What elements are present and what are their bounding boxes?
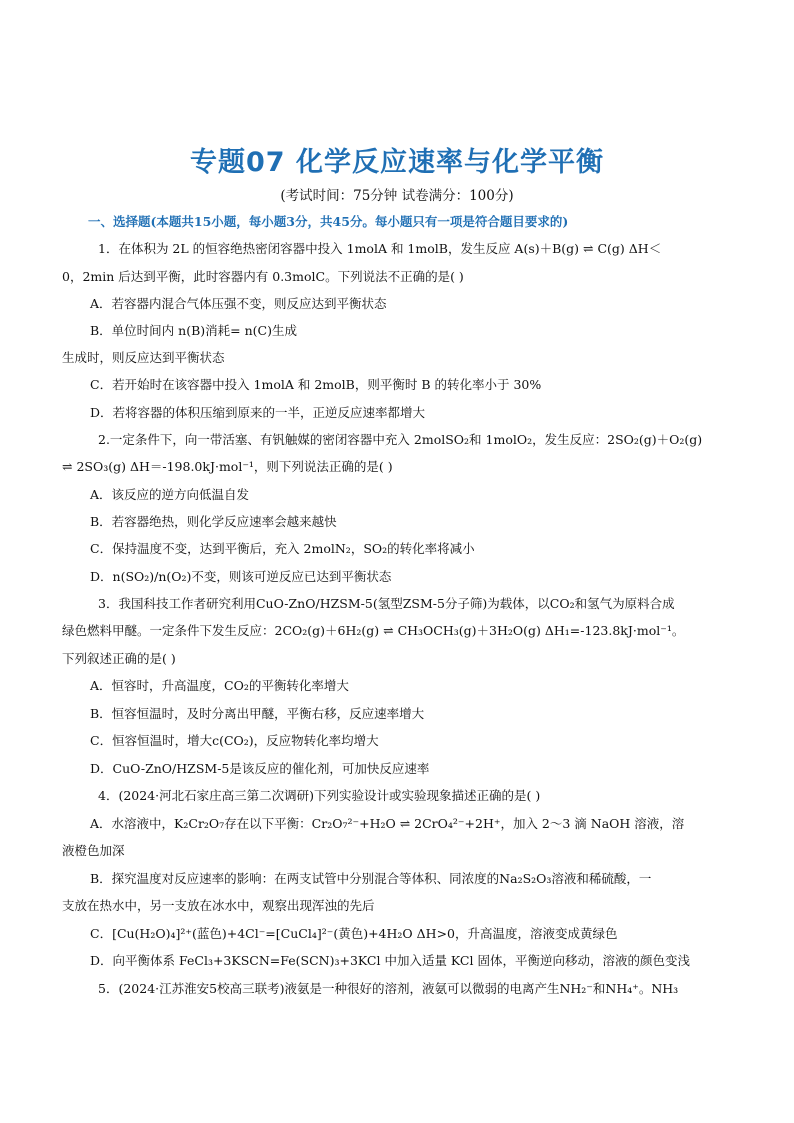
question-line: 1．在体积为 2L 的恒容绝热密闭容器中投入 1molA 和 1molB，发生反应 A(s)＋B(g) ⇌ C(g) ΔH＜ — [98, 241, 662, 256]
question-line: 绿色燃料甲醚。一定条件下发生反应：2CO₂(g)＋6H₂(g) ⇌ CH₃OCH₃(g)＋3H₂O(g) ΔH₁=-123.8kJ·mol⁻¹。 — [62, 623, 685, 638]
option-line: D．n(SO₂)/n(O₂)不变，则该可逆反应已达到平衡状态 — [90, 569, 392, 584]
question-line: 0，2min 后达到平衡，此时容器内有 0.3molC。下列说法不正确的是( ) — [62, 269, 464, 284]
option-line: C．[Cu(H₂O)₄]²⁺(蓝色)+4Cl⁻=[CuCl₄]²⁻(黄色)+4H₂O ΔH>0，升高温度，溶液变成黄绿色 — [90, 926, 618, 941]
question-line: 3．我国科技工作者研究利用CuO-ZnO/HZSM-5(氢型ZSM-5分子筛)为载体，以CO₂和氢气为原料合成 — [98, 596, 675, 611]
option-line: A．水溶液中，K₂Cr₂O₇存在以下平衡：Cr₂O₇²⁻+H₂O ⇌ 2CrO₄²⁻+2H⁺，加入 2～3 滴 NaOH 溶液，溶 — [90, 816, 685, 831]
option-line: B．若容器绝热，则化学反应速率会越来越快 — [90, 514, 337, 529]
option-line: A．恒容时，升高温度，CO₂的平衡转化率增大 — [90, 678, 349, 693]
option-line: 支放在热水中，另一支放在冰水中，观察出现浑浊的先后 — [62, 898, 375, 913]
option-line: C．若开始时在该容器中投入 1molA 和 2molB，则平衡时 B 的转化率小于 30% — [90, 377, 542, 392]
option-line: D．向平衡体系 FeCl₃+3KSCN=Fe(SCN)₃+3KCl 中加入适量 KCl 固体，平衡逆向移动，溶液的颜色变浅 — [90, 953, 690, 968]
option-line: A．若容器内混合气体压强不变，则反应达到平衡状态 — [90, 296, 387, 311]
option-line: C．保持温度不变，达到平衡后，充入 2molN₂，SO₂的转化率将减小 — [90, 541, 475, 556]
question-line: 4．(2024·河北石家庄高三第二次调研)下列实验设计或实验现象描述正确的是( ) — [98, 788, 541, 803]
option-line: C．恒容恒温时，增大c(CO₂)，反应物转化率均增大 — [90, 733, 379, 748]
option-line: B．恒容恒温时，及时分离出甲醚，平衡右移，反应速率增大 — [90, 706, 425, 721]
section-heading: 一、选择题(本题共15小题，每小题3分，共45分。每小题只有一项是符合题目要求的) — [88, 214, 569, 229]
option-line: 生成时，则反应达到平衡状态 — [62, 350, 225, 365]
option-line: 液橙色加深 — [62, 843, 125, 858]
question-line: ⇌ 2SO₃(g) ΔH＝-198.0kJ·mol⁻¹，则下列说法正确的是( ) — [62, 459, 393, 474]
question-line: 2.一定条件下，向一带活塞、有钒触媒的密闭容器中充入 2molSO₂和 1molO₂，发生反应：2SO₂(g)＋O₂(g) — [98, 432, 703, 447]
option-line: A．该反应的逆方向低温自发 — [90, 487, 250, 502]
option-line: D．若将容器的体积压缩到原来的一半，正逆反应速率都增大 — [90, 405, 426, 420]
question-line: 下列叙述正确的是( ) — [62, 651, 176, 666]
exam-info: (考试时间：75分钟 试卷满分：100分) — [280, 188, 514, 204]
option-line: D．CuO-ZnO/HZSM-5是该反应的催化剂，可加快反应速率 — [90, 761, 430, 776]
page-title: 专题07 化学反应速率与化学平衡 — [190, 147, 604, 178]
option-line: B．单位时间内 n(B)消耗= n(C)生成 — [90, 323, 297, 338]
option-line: B．探究温度对反应速率的影响：在两支试管中分别混合等体积、同浓度的Na₂S₂O₃溶液和稀硫酸，一 — [90, 871, 652, 886]
question-line: 5．(2024·江苏淮安5校高三联考)液氨是一种很好的溶剂，液氨可以微弱的电离产生NH₂⁻和NH₄⁺。NH₃ — [98, 981, 679, 996]
